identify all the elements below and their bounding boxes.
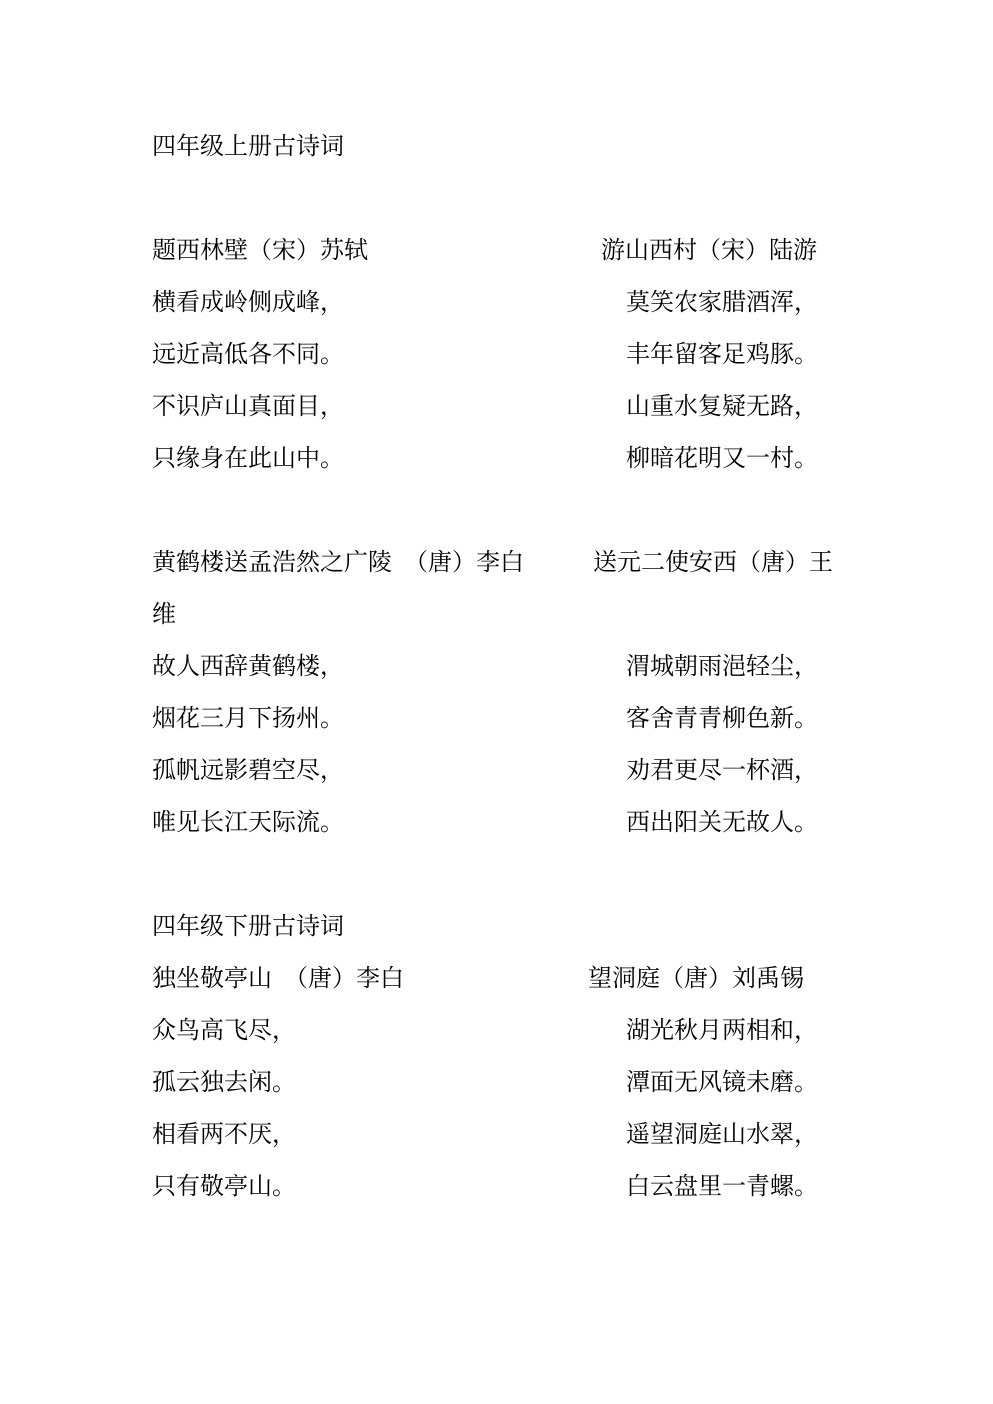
poem-line: 丰年留客足鸡豚。 xyxy=(626,340,818,368)
poem-line: 只有敬亭山。 xyxy=(152,1172,296,1200)
poem-line: 湖光秋月两相和， xyxy=(626,1016,818,1044)
section-heading-lower: 四年级下册古诗词 xyxy=(152,912,344,940)
poem-line: 西出阳关无故人。 xyxy=(626,808,818,836)
poem-line: 莫笑农家腊酒浑， xyxy=(626,288,818,316)
poem-line: 孤云独去闲。 xyxy=(152,1068,296,1096)
poem-title-huanghelou: 黄鹤楼送孟浩然之广陵 （唐）李白 xyxy=(152,548,524,576)
poem-line: 不识庐山真面目， xyxy=(152,392,344,420)
poem-line: 客舍青青柳色新。 xyxy=(626,704,818,732)
poem-line: 渭城朝雨浥轻尘， xyxy=(626,652,818,680)
poem-line: 相看两不厌， xyxy=(152,1120,296,1148)
poem-line: 白云盘里一青螺。 xyxy=(626,1172,818,1200)
poem-line: 遥望洞庭山水翠， xyxy=(626,1120,818,1148)
poem-title-wrap: 维 xyxy=(152,600,176,628)
poem-line: 唯见长江天际流。 xyxy=(152,808,344,836)
poem-title-songyuaner: 送元二使安西（唐）王 xyxy=(593,548,833,576)
poem-line: 劝君更尽一杯酒， xyxy=(626,756,818,784)
poem-title-youshanxicun: 游山西村（宋）陆游 xyxy=(601,236,817,264)
poem-line: 远近高低各不同。 xyxy=(152,340,344,368)
poem-title-tixilinbi: 题西林壁（宋）苏轼 xyxy=(152,236,368,264)
poem-line: 只缘身在此山中。 xyxy=(152,444,344,472)
poem-line: 山重水复疑无路， xyxy=(626,392,818,420)
poem-line: 孤帆远影碧空尽， xyxy=(152,756,344,784)
poem-line: 烟花三月下扬州。 xyxy=(152,704,344,732)
poem-line: 横看成岭侧成峰， xyxy=(152,288,344,316)
section-heading-upper: 四年级上册古诗词 xyxy=(152,132,344,160)
poem-line: 潭面无风镜未磨。 xyxy=(626,1068,818,1096)
poem-line: 柳暗花明又一村。 xyxy=(626,444,818,472)
poem-line: 众鸟高飞尽， xyxy=(152,1016,296,1044)
poem-title-dzjts: 独坐敬亭山 （唐）李白 xyxy=(152,964,404,992)
poem-title-wangdongting: 望洞庭（唐）刘禹锡 xyxy=(588,964,804,992)
poem-line: 故人西辞黄鹤楼， xyxy=(152,652,344,680)
